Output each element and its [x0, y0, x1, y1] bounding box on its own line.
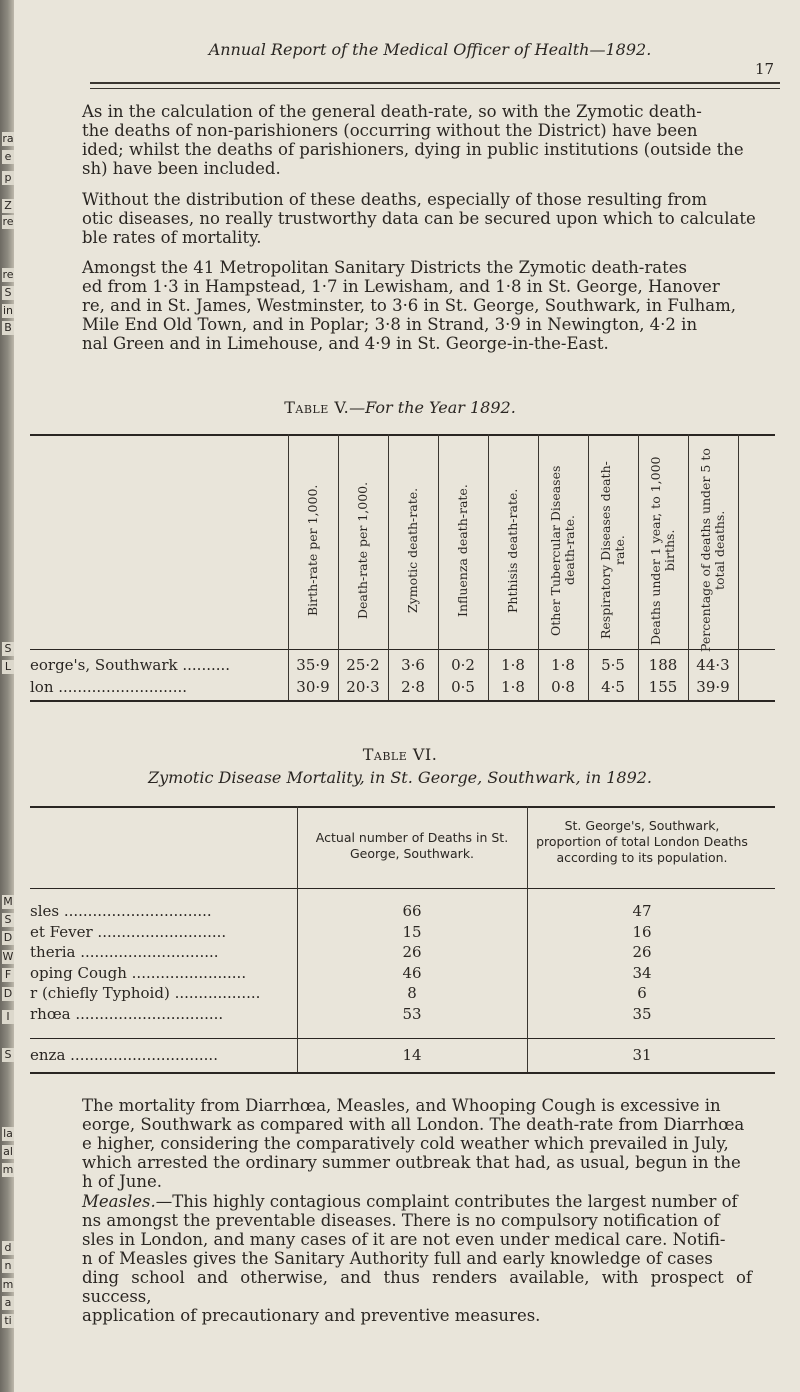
- table5-row-label: lon ...........................: [30, 678, 187, 696]
- table5-row-label: eorge's, Southwark ..........: [30, 656, 231, 674]
- table6-footer-rule: [30, 1038, 775, 1039]
- edge-mark: D: [3, 987, 13, 1000]
- edge-mark: re: [2, 268, 14, 281]
- edge-mark: S: [2, 1048, 14, 1062]
- table5-cell: 0·2: [451, 656, 475, 674]
- table5-bottom-rule: [30, 700, 775, 702]
- table6-subtitle: Zymotic Disease Mortality, in St. George, Southwark, in 1892.: [147, 768, 653, 787]
- table6-row-label: sles ...............................: [30, 902, 212, 920]
- table6-actual-deaths: 14: [402, 1046, 422, 1064]
- edge-mark: ti: [2, 1314, 14, 1328]
- table5-caption-year: —For the Year 1892.: [349, 398, 516, 417]
- table6-row-label: theria .............................: [30, 943, 219, 961]
- edge-mark: e: [2, 150, 14, 164]
- edge-mark: M: [3, 895, 13, 908]
- table5-column-divider: [738, 434, 739, 700]
- table5-cell: 0·8: [551, 678, 575, 696]
- table5-column-header: Death-rate per 1,000.: [355, 481, 370, 620]
- table5-caption: [0, 398, 800, 417]
- edge-mark: W: [2, 950, 14, 963]
- edge-mark: re: [2, 215, 14, 228]
- table5-cell: 20·3: [346, 678, 380, 696]
- table5-cell: 4·5: [601, 678, 625, 696]
- table5-cell: 30·9: [296, 678, 330, 696]
- paragraph-zymotic-calculation: As in the calculation of the general death-rate, so with the Zymotic death- the deaths of non-parishioners (occurring without the District) have been ided; whilst the deaths of parishioners, dying in public institutions (outside the sh) have been included.: [82, 102, 744, 178]
- table6-bottom-rule: [30, 1072, 775, 1074]
- table5-cell: 25·2: [346, 656, 380, 674]
- table6-proportion: 31: [632, 1046, 652, 1064]
- paragraph-metropolitan-districts: Amongst the 41 Metropolitan Sanitary Districts the Zymotic death-rates ed from 1·3 in Hampstead, 1·7 in Lewisham, and 1·8 in St. George, Hanover re, and in St. James, Westminster, to 3·6 in St. George, Southwark, in Fulham, Mile End Old Town, and in Poplar; 3·8 in Strand, 3·9 in Newington, 4·2 in nal Green and in Limehouse, and 4·9 in St. George-in-the-East.: [82, 258, 737, 353]
- table6-row-label: rhœa ...............................: [30, 1004, 224, 1023]
- table5-column-header: Influenza death-rate.: [455, 484, 470, 617]
- table5-cell: 1·8: [501, 678, 525, 696]
- table6-top-rule: [30, 806, 775, 808]
- table5-cell: 3·6: [401, 656, 425, 674]
- page-number: 17: [755, 60, 775, 78]
- table5-caption-number: Table V.: [284, 398, 350, 417]
- edge-mark: p: [2, 171, 14, 185]
- paragraph-measles: [82, 1192, 752, 1325]
- table5-column-header: Birth-rate per 1,000.: [305, 484, 320, 617]
- header-rule: [90, 82, 780, 84]
- table5-cell: 155: [648, 678, 678, 696]
- edge-mark: m: [2, 1163, 14, 1176]
- paragraph-distribution: Without the distribution of these deaths, especially of those resulting from otic diseases, no really trustworthy data can be secured upon which to calculate ble rates of mortality.: [82, 190, 756, 247]
- table6-row-label: oping Cough ........................: [30, 963, 247, 982]
- table5-cell: 2·8: [401, 678, 425, 696]
- edge-mark: I: [2, 1010, 14, 1024]
- measles-lead: Measles.: [82, 1192, 156, 1211]
- table6-header-rule: [30, 888, 775, 889]
- table5-column-header: Other Tubercular Diseases death-rate.: [548, 465, 577, 636]
- table5-cell: 5·5: [601, 656, 625, 674]
- table5-column-header: Phthisis death-rate.: [505, 488, 520, 613]
- table6-actual-deaths: 26: [402, 943, 422, 961]
- table6-divider-1: [297, 806, 298, 1072]
- edge-mark: a: [2, 1296, 14, 1310]
- table6-row-label: enza ...............................: [30, 1046, 218, 1064]
- table6-row-label: et Fever ...........................: [30, 922, 227, 941]
- edge-mark: D: [3, 931, 13, 944]
- adjacent-page-edge: [0, 0, 30, 1392]
- edge-mark: in: [2, 304, 14, 317]
- table6-divider-2: [527, 806, 528, 1072]
- table5-cell: 1·8: [551, 656, 575, 674]
- table6-row-label: r (chiefly Typhoid) ..................: [30, 984, 261, 1002]
- table6-actual-deaths: 53: [402, 1004, 422, 1023]
- table6-col1-header: Actual number of Deaths in St. George, Southwark.: [315, 830, 509, 861]
- table5-cell: 1·8: [501, 656, 525, 674]
- table5-column-header: Zymotic death-rate.: [405, 487, 420, 614]
- table6-proportion: 34: [632, 963, 652, 982]
- edge-mark: F: [2, 968, 14, 982]
- table-v: [30, 434, 775, 704]
- edge-mark: la: [3, 1127, 13, 1140]
- edge-mark: d: [2, 1241, 14, 1255]
- table6-proportion: 16: [632, 922, 652, 941]
- edge-mark: m: [2, 1278, 14, 1291]
- edge-mark: ra: [2, 132, 14, 145]
- table6-actual-deaths: 66: [402, 902, 422, 920]
- edge-mark: n: [2, 1259, 14, 1273]
- edge-mark: L: [2, 660, 14, 674]
- edge-mark: S: [2, 286, 14, 300]
- edge-mark: S: [2, 642, 14, 656]
- paragraph-mortality: The mortality from Diarrhœa, Measles, and Whooping Cough is excessive in eorge, Southwark as compared with all London. The death-rate from Diarrhœa e higher, considering the comparatively cold weather which prevailed in July, which arrested the ordinary summer outbreak that had, as usual, begun in the h of June.: [82, 1096, 745, 1191]
- edge-mark: Z: [2, 199, 14, 213]
- table6-caption: Table VI.: [362, 745, 438, 764]
- table6-proportion: 26: [632, 943, 652, 961]
- table6-proportion: 47: [632, 902, 652, 920]
- table5-column-header: Respiratory Diseases death-rate.: [598, 461, 627, 640]
- table6-actual-deaths: 15: [402, 922, 422, 941]
- table5-cell: 35·9: [296, 656, 330, 674]
- table6-actual-deaths: 8: [407, 984, 417, 1002]
- edge-mark: al: [3, 1145, 13, 1158]
- table-vi: [30, 806, 775, 1096]
- table5-column-header: Percentage of deaths under 5 to total deaths.: [698, 448, 727, 653]
- table5-top-rule: [30, 434, 775, 436]
- table6-proportion: 35: [632, 1004, 652, 1023]
- measles-body: —This highly contagious complaint contributes the largest number of ns amongst the preventable diseases. There is no compulsory notification of sles in London, and many cases of it are not even under medical care. Notifi- n of Measles gives the Sanitary Authority full and early knowledge of cases ding school and otherwise, and thus renders available, with prospect of success, application of precautionary and preventive measures.: [82, 1192, 752, 1325]
- edge-mark: B: [2, 321, 14, 335]
- table5-cell: 188: [648, 656, 678, 674]
- table5-cell: 0·5: [451, 678, 475, 696]
- table6-col2-header: St. George's, Southwark, proportion of total London Deaths according to its population.: [536, 818, 748, 865]
- edge-mark: S: [2, 913, 14, 927]
- running-header: Annual Report of the Medical Officer of Health—1892.: [208, 40, 652, 59]
- table6-actual-deaths: 46: [402, 963, 422, 982]
- table5-column-header: Deaths under 1 year, to 1,000 births.: [648, 456, 677, 645]
- table6-proportion: 6: [637, 984, 647, 1002]
- table5-cell: 39·9: [696, 678, 730, 696]
- table5-cell: 44·3: [696, 656, 730, 674]
- header-rule-thin: [90, 88, 780, 89]
